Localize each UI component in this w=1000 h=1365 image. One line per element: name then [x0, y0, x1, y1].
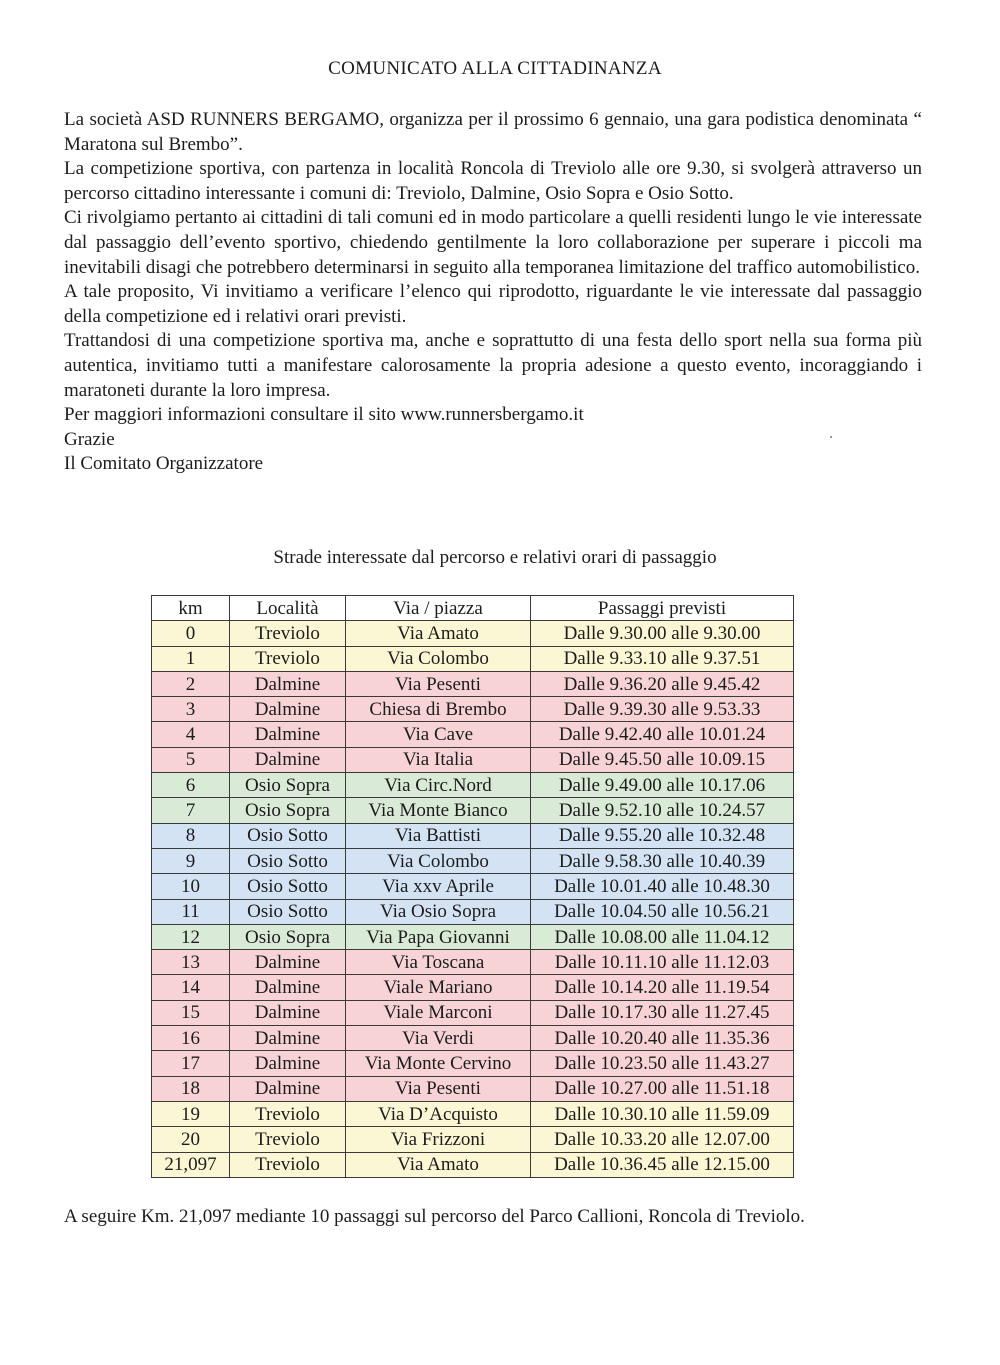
cell-localita: Treviolo — [230, 1152, 346, 1177]
table-row — [152, 722, 794, 747]
cell-localita: Osio Sotto — [230, 899, 346, 924]
paragraph-thanks: Grazie — [64, 428, 115, 450]
cell-via: Via Amato — [346, 1152, 531, 1177]
cell-via: Via Osio Sopra — [346, 899, 531, 924]
table-row — [152, 773, 794, 798]
cell-via: Via Circ.Nord — [346, 773, 531, 798]
table-row — [152, 671, 794, 696]
cell-localita: Dalmine — [230, 722, 346, 747]
cell-passaggi: Dalle 10.36.45 alle 12.15.00 — [531, 1152, 794, 1177]
cell-km: 5 — [152, 747, 230, 772]
cell-passaggi: Dalle 9.33.10 alle 9.37.51 — [531, 646, 794, 671]
cell-km: 10 — [152, 874, 230, 899]
table-row — [152, 1051, 794, 1076]
paragraph-intro: La società ASD RUNNERS BERGAMO, organizza per il prossimo 6 gennaio, una gara podistica denominata “ Maratona sul Brembo”. — [64, 109, 922, 155]
cell-passaggi: Dalle 9.58.30 alle 10.40.39 — [531, 848, 794, 873]
cell-via: Via Colombo — [346, 646, 531, 671]
paragraph-appeal: Ci rivolgiamo pertanto ai cittadini di tali comuni ed in modo particolare a quelli residenti lungo le vie interessate dal passaggio dell’evento sportivo, chiedendo gentilmente la loro collaborazione per superare i piccoli ma inevitabili disagi che potrebbero determinarsi in seguito alla temporanea limitazione del traffico automobilistico. — [64, 207, 922, 278]
table-row — [152, 1000, 794, 1025]
cell-km: 4 — [152, 722, 230, 747]
cell-localita: Dalmine — [230, 1076, 346, 1101]
cell-via: Viale Marconi — [346, 1000, 531, 1025]
cell-via: Via Amato — [346, 621, 531, 646]
cell-localita: Osio Sotto — [230, 823, 346, 848]
table-row — [152, 1026, 794, 1051]
cell-localita: Osio Sopra — [230, 924, 346, 949]
table-row — [152, 747, 794, 772]
cell-localita: Dalmine — [230, 1026, 346, 1051]
table-row — [152, 848, 794, 873]
cell-km: 16 — [152, 1026, 230, 1051]
cell-km: 2 — [152, 671, 230, 696]
cell-via: Via Monte Cervino — [346, 1051, 531, 1076]
cell-passaggi: Dalle 10.11.10 alle 11.12.03 — [531, 950, 794, 975]
cell-passaggi: Dalle 9.30.00 alle 9.30.00 — [531, 621, 794, 646]
table-row — [152, 924, 794, 949]
table-row — [152, 621, 794, 646]
cell-localita: Treviolo — [230, 621, 346, 646]
table-row — [152, 874, 794, 899]
cell-localita: Osio Sopra — [230, 773, 346, 798]
cell-localita: Dalmine — [230, 975, 346, 1000]
cell-km: 9 — [152, 848, 230, 873]
cell-km: 3 — [152, 697, 230, 722]
paragraph-website: Per maggiori informazioni consultare il sito www.runnersbergamo.it — [64, 404, 584, 426]
cell-km: 12 — [152, 924, 230, 949]
table-row — [152, 975, 794, 1000]
cell-passaggi: Dalle 9.45.50 alle 10.09.15 — [531, 747, 794, 772]
cell-localita: Treviolo — [230, 1101, 346, 1126]
paragraph-route: La competizione sportiva, con partenza in località Roncola di Treviolo alle ore 9.30, si svolgerà attraverso un percorso cittadino interessante i comuni di: Treviolo, Dalmine, Osio Sopra e Osio Sotto. — [64, 158, 922, 204]
cell-km: 11 — [152, 899, 230, 924]
cell-km: 18 — [152, 1076, 230, 1101]
cell-passaggi: Dalle 10.14.20 alle 11.19.54 — [531, 975, 794, 1000]
table-row — [152, 697, 794, 722]
table-header-row — [152, 596, 794, 621]
cell-passaggi: Dalle 10.30.10 alle 11.59.09 — [531, 1101, 794, 1126]
cell-km: 1 — [152, 646, 230, 671]
table-caption: Strade interessate dal percorso e relativi orari di passaggio — [273, 547, 717, 568]
table-row — [152, 1101, 794, 1126]
cell-localita: Treviolo — [230, 1127, 346, 1152]
cell-km: 21,097 — [152, 1152, 230, 1177]
table-row — [152, 1076, 794, 1101]
cell-passaggi: Dalle 9.49.00 alle 10.17.06 — [531, 773, 794, 798]
cell-via: Via Pesenti — [346, 1076, 531, 1101]
cell-via: Via Battisti — [346, 823, 531, 848]
cell-passaggi: Dalle 10.20.40 alle 11.35.36 — [531, 1026, 794, 1051]
scan-speck — [830, 436, 832, 438]
paragraph-list-reference: A tale proposito, Vi invitiamo a verificare l’elenco qui riprodotto, riguardante le vie interessate dal passaggio della competizione ed i relativi orari previsti. — [64, 281, 922, 327]
cell-passaggi: Dalle 9.42.40 alle 10.01.24 — [531, 722, 794, 747]
cell-localita: Dalmine — [230, 697, 346, 722]
cell-localita: Osio Sotto — [230, 848, 346, 873]
cell-km: 19 — [152, 1101, 230, 1126]
header-localita: Località — [230, 596, 346, 621]
cell-km: 13 — [152, 950, 230, 975]
body-text — [64, 108, 922, 477]
cell-via: Chiesa di Brembo — [346, 697, 531, 722]
cell-localita: Dalmine — [230, 671, 346, 696]
cell-passaggi: Dalle 10.01.40 alle 10.48.30 — [531, 874, 794, 899]
cell-km: 20 — [152, 1127, 230, 1152]
paragraph-signature: Il Comitato Organizzatore — [64, 453, 264, 475]
route-table-body — [152, 621, 794, 1178]
cell-passaggi: Dalle 10.33.20 alle 12.07.00 — [531, 1127, 794, 1152]
cell-passaggi: Dalle 10.04.50 alle 10.56.21 — [531, 899, 794, 924]
table-row — [152, 950, 794, 975]
table-row — [152, 899, 794, 924]
cell-km: 6 — [152, 773, 230, 798]
cell-passaggi: Dalle 9.52.10 alle 10.24.57 — [531, 798, 794, 823]
paragraph-celebration: Trattandosi di una competizione sportiva ma, anche e soprattutto di una festa dello sport nella sua forma più autentica, invitiamo tutti a manifestare calorosamente la propria adesione a questo evento, incoraggiando i maratoneti durante la loro impresa. — [64, 330, 922, 401]
route-table — [151, 595, 794, 1178]
cell-via: Via Pesenti — [346, 671, 531, 696]
cell-via: Via Verdi — [346, 1026, 531, 1051]
table-row — [152, 1127, 794, 1152]
document-title: COMUNICATO ALLA CITTADINANZA — [328, 58, 662, 79]
cell-km: 17 — [152, 1051, 230, 1076]
cell-localita: Osio Sotto — [230, 874, 346, 899]
cell-passaggi: Dalle 10.17.30 alle 11.27.45 — [531, 1000, 794, 1025]
cell-via: Via Monte Bianco — [346, 798, 531, 823]
cell-via: Via Colombo — [346, 848, 531, 873]
cell-localita: Osio Sopra — [230, 798, 346, 823]
cell-passaggi: Dalle 10.08.00 alle 11.04.12 — [531, 924, 794, 949]
header-via: Via / piazza — [346, 596, 531, 621]
table-row — [152, 646, 794, 671]
cell-via: Via Frizzoni — [346, 1127, 531, 1152]
table-row — [152, 798, 794, 823]
cell-localita: Dalmine — [230, 747, 346, 772]
cell-via: Via Cave — [346, 722, 531, 747]
cell-localita: Dalmine — [230, 1000, 346, 1025]
cell-km: 7 — [152, 798, 230, 823]
cell-km: 14 — [152, 975, 230, 1000]
cell-km: 15 — [152, 1000, 230, 1025]
cell-km: 0 — [152, 621, 230, 646]
table-row — [152, 1152, 794, 1177]
cell-via: Via Toscana — [346, 950, 531, 975]
cell-localita: Treviolo — [230, 646, 346, 671]
header-passaggi: Passaggi previsti — [531, 596, 794, 621]
footer-note: A seguire Km. 21,097 mediante 10 passaggi sul percorso del Parco Callioni, Roncola di Treviolo. — [64, 1206, 805, 1227]
cell-passaggi: Dalle 9.55.20 alle 10.32.48 — [531, 823, 794, 848]
cell-via: Via Papa Giovanni — [346, 924, 531, 949]
cell-localita: Dalmine — [230, 950, 346, 975]
cell-via: Via Italia — [346, 747, 531, 772]
header-km: km — [152, 596, 230, 621]
cell-passaggi: Dalle 9.36.20 alle 9.45.42 — [531, 671, 794, 696]
cell-via: Via xxv Aprile — [346, 874, 531, 899]
cell-localita: Dalmine — [230, 1051, 346, 1076]
cell-via: Viale Mariano — [346, 975, 531, 1000]
cell-km: 8 — [152, 823, 230, 848]
cell-via: Via D’Acquisto — [346, 1101, 531, 1126]
table-row — [152, 823, 794, 848]
cell-passaggi: Dalle 9.39.30 alle 9.53.33 — [531, 697, 794, 722]
cell-passaggi: Dalle 10.27.00 alle 11.51.18 — [531, 1076, 794, 1101]
cell-passaggi: Dalle 10.23.50 alle 11.43.27 — [531, 1051, 794, 1076]
